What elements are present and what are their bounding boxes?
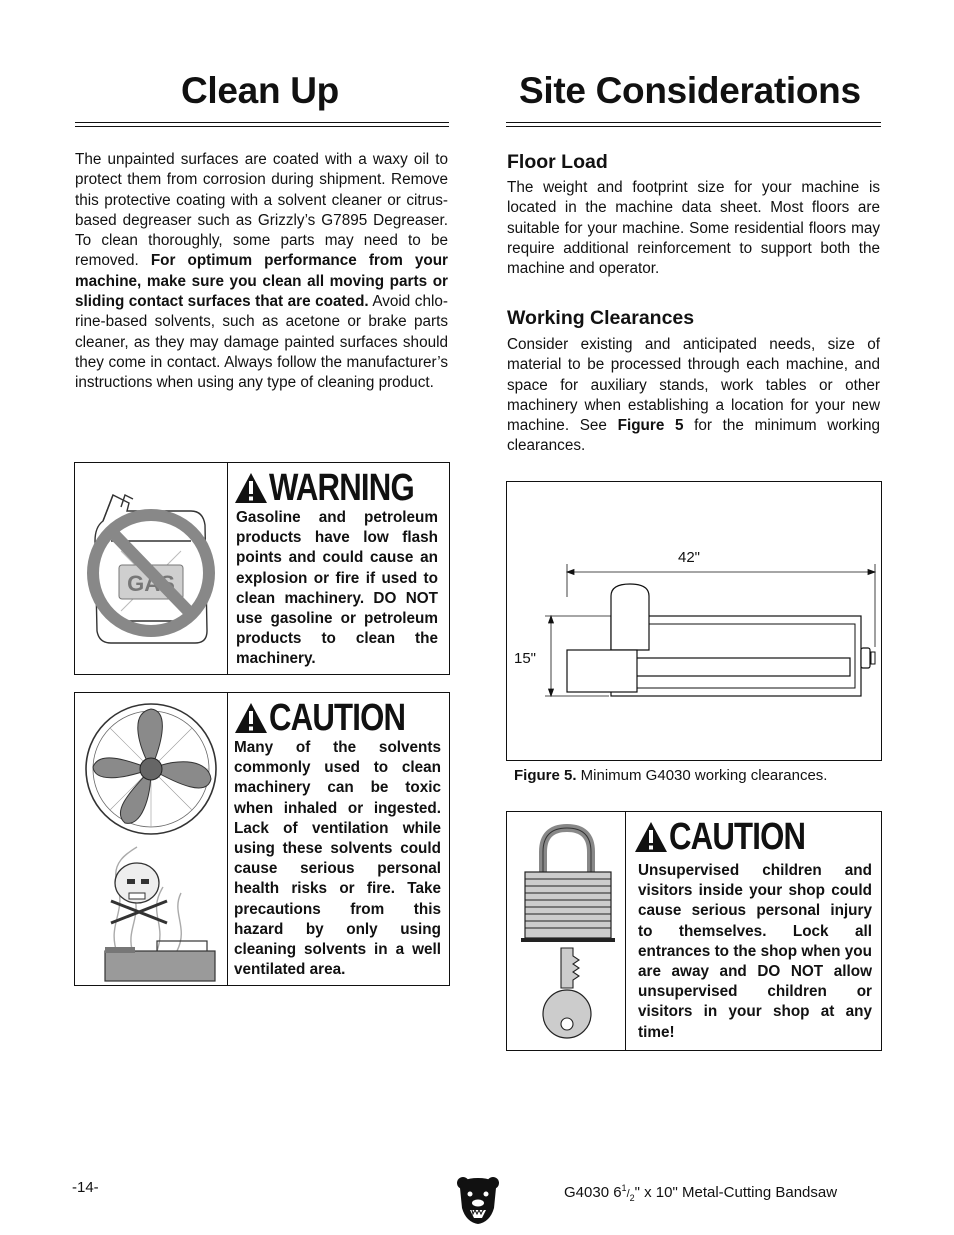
grizzly-bear-logo-icon bbox=[456, 1174, 500, 1226]
footer-model-suffix: " x 10" Metal-Cutting Bandsaw bbox=[634, 1184, 838, 1201]
site-title-rule bbox=[506, 122, 881, 127]
footer-model-title: G4030 $6^1/_2$" x 10" Metal-Cutting Bandsaw bbox=[564, 1183, 838, 1203]
clean-up-title-rule bbox=[75, 122, 449, 127]
children-caution-triangle-icon bbox=[633, 820, 669, 854]
caution-box-divider bbox=[227, 693, 228, 985]
clean-up-title: Clean Up bbox=[181, 70, 339, 111]
padlock-and-key-icon bbox=[521, 822, 615, 1042]
floor-load-heading: Floor Load bbox=[507, 151, 608, 173]
figure-5-caption-text: Minimum G4030 working clearances. bbox=[576, 767, 828, 784]
working-clearances-text bbox=[507, 335, 880, 457]
children-caution-divider bbox=[625, 812, 626, 1050]
caution-signal-word bbox=[233, 699, 435, 737]
gas-label: GAS bbox=[127, 571, 175, 596]
warning-word: WARNING bbox=[269, 467, 414, 509]
figure-5-caption bbox=[514, 767, 827, 784]
toxic-fumes-skull-icon bbox=[97, 843, 219, 983]
gasoline-warning-text: Gasoline and petroleum products have low flash points and could cause an explosion or fire if used to clean machinery. DO NOT use gasoline or petroleum products to clean the machinery. bbox=[236, 509, 438, 668]
warning-triangle-icon bbox=[233, 471, 269, 505]
warning-box-divider bbox=[227, 463, 228, 674]
footer-model-prefix: G4030 6 bbox=[564, 1184, 622, 1201]
gasoline-warning-box bbox=[74, 462, 450, 675]
children-caution-signal-word bbox=[633, 818, 835, 856]
clean-up-text-1: The unpainted surfaces are coated with a waxy oil to protect them from corrosion during shipment. Remove this protective coating with a solvent cleaner or citrus-based degreaser such as Grizzly’s G7895 Degreaser. To clean thoroughly, some parts may need to be removed. bbox=[75, 151, 448, 270]
width-dimension-label: 42" bbox=[678, 549, 701, 566]
clean-up-text-bold: For optimum performance from your machine, make sure you clean all moving parts or sliding contact surfaces that are coated. bbox=[75, 252, 448, 311]
solvent-caution-text: Many of the solvents commonly used to clean machinery can be toxic when inhaled or ingested. Lack of ventilation while using these solvents could cause serious personal health risks or fire. Take precautions from this hazard by only using cleaning solvents in a well ventilated area. bbox=[234, 739, 441, 979]
clean-up-text-2: Avoid chlorine-based solvents, such as acetone or brake parts cleaner, as they may damage painted surfaces should they come in contact. Always follow the manufacturer’s instructions when using any type of cleaning product. bbox=[75, 293, 448, 392]
clean-up-paragraph bbox=[75, 150, 448, 394]
working-clearances-text-2: for the minimum working clearances. bbox=[507, 417, 880, 455]
fraction-denominator: 2 bbox=[629, 1193, 635, 1203]
caution-triangle-icon bbox=[233, 701, 269, 735]
figure-5-clearance-diagram bbox=[506, 481, 882, 761]
children-caution-word: CAUTION bbox=[669, 816, 806, 858]
figure-5-reference: Figure 5 bbox=[617, 417, 684, 435]
figure-5-caption-label: Figure 5. bbox=[514, 767, 577, 784]
page-number: -14- bbox=[72, 1179, 99, 1196]
working-clearances-text-1: Consider existing and anticipated needs, size of material to be processed through each machine, and space for auxiliary stands, work tables or other machinery when establishing a location for your new machine. See bbox=[507, 336, 880, 435]
bandsaw-top-view-drawing bbox=[507, 482, 880, 759]
warning-signal-word bbox=[233, 469, 446, 507]
children-caution-box bbox=[506, 811, 882, 1051]
working-clearances-heading: Working Clearances bbox=[507, 307, 695, 329]
fraction-numerator: 1 bbox=[621, 1183, 627, 1193]
ventilation-fan-icon bbox=[81, 701, 223, 839]
floor-load-text: The weight and footprint size for your machine is located in the machine data sheet. Most floors are suitable for your machine. Some residential floors may require additional reinforcement to support both the machine and operator. bbox=[507, 179, 880, 278]
children-caution-text: Unsupervised children and visitors inside your shop could cause serious personal injury to themselves. Lock all entrances to the shop when you are away and DO NOT allow unsupervised children or visitors in your shop at any time! bbox=[638, 862, 872, 1041]
site-considerations-title: Site Considerations bbox=[519, 70, 861, 111]
caution-word: CAUTION bbox=[269, 697, 406, 739]
depth-dimension-label: 15" bbox=[514, 650, 537, 667]
solvent-caution-box bbox=[74, 692, 450, 986]
no-gas-can-icon bbox=[81, 481, 223, 653]
